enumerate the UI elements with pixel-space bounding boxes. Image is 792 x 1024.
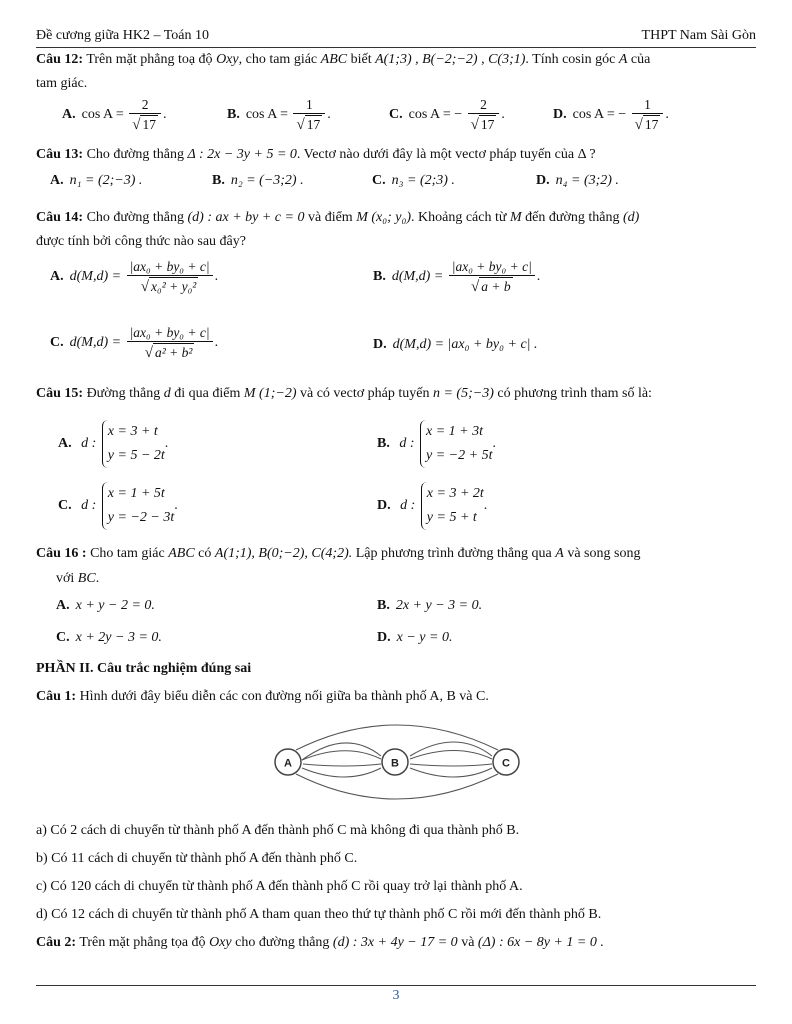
q14-option-a-num: |ax₀ + by₀ + c| bbox=[127, 258, 213, 276]
node-b bbox=[382, 749, 408, 775]
q12-option-d: D. cos A = − $\frac{1}{√ 17}$ . bbox=[553, 97, 669, 133]
q12-option-a-key: A. bbox=[62, 107, 76, 123]
q14-text4: đến đường thẳng bbox=[525, 210, 620, 225]
road-ab-3 bbox=[303, 764, 381, 766]
q15-option-d-pre: d : bbox=[400, 498, 416, 514]
p2q1-statement-d: d) Có 12 cách di chuyển từ thành phố A tham quan theo thứ tự thành phố C rồi mới đến thành phố B. bbox=[36, 907, 602, 922]
q12-option-a-den: 17 bbox=[142, 117, 156, 132]
header-divider bbox=[36, 47, 756, 48]
q12-text2: , cho tam giác bbox=[238, 52, 318, 67]
roads-diagram bbox=[260, 716, 530, 812]
node-a bbox=[275, 749, 301, 775]
p2q1-statement-b: b) Có 11 cách di chuyển từ thành phố A đến thành phố C. bbox=[36, 851, 358, 866]
q15-option-b-l2: y = −2 + 5t bbox=[426, 448, 493, 463]
q16-text5: với bbox=[56, 571, 75, 586]
node-b-label: B bbox=[391, 757, 399, 770]
q12-option-c-key: C. bbox=[389, 107, 403, 123]
q12-option-c-frac: $\frac{2}{√ 17}$ bbox=[468, 96, 500, 134]
q16-option-c-key: C. bbox=[56, 630, 70, 645]
q15-option-b-pre: d : bbox=[399, 436, 415, 452]
q15-option-a-l2: y = 5 − 2t bbox=[107, 448, 165, 463]
q13-option-c-key: C. bbox=[372, 173, 386, 188]
q14-option-c-key: C. bbox=[50, 335, 64, 351]
q14-line1 bbox=[36, 210, 639, 226]
q12-abc: ABC bbox=[320, 52, 348, 67]
q15-option-a: A. d : x = 3 + t y = 5 − 2t. bbox=[58, 420, 168, 468]
q16-option-a bbox=[56, 598, 155, 614]
q12-text1: Trên mặt phẳng toạ độ bbox=[86, 52, 213, 67]
q15-d: d bbox=[163, 386, 171, 401]
q15-option-a-pre: d : bbox=[81, 436, 97, 452]
q13-option-b-key: B. bbox=[212, 173, 225, 188]
q14-text2: và điểm bbox=[307, 210, 353, 225]
road-bc-4 bbox=[410, 768, 492, 777]
q14-option-c-frac: $\frac{\text{|ax₀ + by₀ + c|}}{\text{√ a² + b²}}$ bbox=[127, 324, 213, 362]
p2q2-label: Câu 2: bbox=[36, 935, 77, 950]
q15-text4: có phương trình tham số là: bbox=[497, 386, 652, 401]
q16-text2: có bbox=[198, 546, 212, 561]
q16-option-b bbox=[377, 598, 482, 614]
q12-option-b-frac: $\frac{1}{√ 17}$ bbox=[293, 96, 325, 134]
q15-line1 bbox=[36, 386, 652, 402]
q12-option-a-pre: cos A = bbox=[81, 107, 124, 123]
q12-text3: biết bbox=[350, 52, 372, 67]
q14-option-a-pre: d(M,d) = bbox=[69, 269, 122, 285]
q12-option-d-num: 1 bbox=[632, 96, 664, 114]
q12-option-a-frac: $\frac{2}{√ 17}$ bbox=[129, 96, 161, 134]
road-bc-2 bbox=[410, 751, 492, 760]
p2q1-line1 bbox=[36, 689, 489, 705]
q13-text2: . Vectơ nào dưới đây là một vectơ pháp tuyến của Δ ? bbox=[296, 147, 596, 162]
q14-option-c-pre: d(M,d) = bbox=[69, 335, 122, 351]
q12-option-c-pre: cos A = − bbox=[408, 107, 463, 123]
q14-line2: được tính bởi công thức nào sau đây? bbox=[36, 234, 246, 249]
q16-text6: . bbox=[95, 571, 100, 586]
q15-option-c-l1: x = 1 + 5t bbox=[107, 486, 165, 501]
q12-option-b-key: B. bbox=[227, 107, 240, 123]
page-number: 3 bbox=[392, 988, 400, 1003]
q16-option-c-val: x + 2y − 3 = 0. bbox=[75, 630, 162, 645]
q12-option-b-pre: cos A = bbox=[245, 107, 288, 123]
node-a-label: A bbox=[284, 757, 292, 770]
q16-option-d-key: D. bbox=[377, 630, 391, 645]
q13-option-a-val: n₁ = (2;−3) . bbox=[69, 173, 143, 188]
q16-option-b-val: 2x + y − 3 = 0. bbox=[395, 598, 483, 613]
q13-option-c-val: n₃ = (2;3) . bbox=[391, 173, 455, 188]
q14-option-b-frac: $\frac{\text{|ax₀ + by₀ + c|}}{√ a + b}$ bbox=[449, 258, 535, 296]
q13-option-d-key: D. bbox=[536, 173, 550, 188]
q13-option-d-val: n₄ = (3;2) . bbox=[555, 173, 619, 188]
page-header bbox=[36, 28, 756, 48]
q12-option-d-key: D. bbox=[553, 107, 567, 123]
q16-option-a-val: x + y − 2 = 0. bbox=[75, 598, 155, 613]
q16-bc: BC bbox=[77, 571, 96, 586]
q14-option-a-den: x₀² + y₀² bbox=[151, 279, 197, 294]
q15-option-c-system bbox=[102, 482, 174, 530]
q16-line2 bbox=[56, 571, 99, 587]
q12-points: A(1;3) , B(−2;−2) , C(3;1) bbox=[375, 52, 526, 67]
q15-option-d: D. d : x = 3 + 2t y = 5 + t. bbox=[377, 482, 487, 530]
q15-vector: n = (5;−3) bbox=[432, 386, 494, 401]
q13-option-a bbox=[50, 173, 142, 189]
q14-option-c-num: |ax₀ + by₀ + c| bbox=[127, 324, 213, 342]
q14-option-d-key: D. bbox=[373, 337, 387, 352]
q14-option-b-num: |ax₀ + by₀ + c| bbox=[449, 258, 535, 276]
q16-line1 bbox=[36, 546, 640, 562]
q14-line-eq: (d) : ax + by + c = 0 bbox=[187, 210, 305, 225]
q12-option-d-frac: $\frac{1}{√ 17}$ bbox=[632, 96, 664, 134]
q14-text1: Cho đường thẳng bbox=[86, 210, 184, 225]
q15-option-c: C. d : x = 1 + 5t y = −2 − 3t. bbox=[58, 482, 178, 530]
q14-m: M bbox=[509, 210, 522, 225]
q13-option-b-val: n₂ = (−3;2) . bbox=[230, 173, 304, 188]
q15-option-b: B. d : x = 1 + 3t y = −2 + 5t. bbox=[377, 420, 496, 468]
p2q2-oxy: Oxy bbox=[209, 935, 232, 950]
q15-option-a-system bbox=[102, 420, 165, 468]
q13-line-eq: Δ : 2x − 3y + 5 = 0 bbox=[187, 147, 297, 162]
q12-option-b-num: 1 bbox=[293, 96, 325, 114]
q16-label: Câu 16 : bbox=[36, 546, 87, 561]
q15-option-b-l1: x = 1 + 3t bbox=[426, 424, 484, 439]
q16-option-a-key: A. bbox=[56, 598, 70, 613]
q14-d: (d) bbox=[622, 210, 640, 225]
q16-option-d bbox=[377, 630, 452, 646]
road-ab-1 bbox=[302, 743, 381, 760]
q14-option-d-val: d(M,d) = |ax₀ + by₀ + c| . bbox=[392, 337, 538, 352]
q15-option-d-l1: x = 3 + 2t bbox=[426, 486, 484, 501]
p2q1-statement-a: a) Có 2 cách di chuyển từ thành phố A đến thành phố C mà không đi qua thành phố B. bbox=[36, 823, 520, 838]
q15-point: M (1;−2) bbox=[243, 386, 297, 401]
p2q1-text: Hình dưới đây biểu diễn các con đường nối giữa ba thành phố A, B và C. bbox=[79, 689, 489, 704]
p2q2-text1: Trên mặt phẳng tọa độ bbox=[79, 935, 206, 950]
q12-option-d-den: 17 bbox=[644, 117, 659, 132]
q16-a: A bbox=[555, 546, 564, 561]
q15-option-a-key: A. bbox=[58, 436, 72, 452]
q16-abc: ABC bbox=[168, 546, 195, 561]
q13-line1 bbox=[36, 147, 596, 163]
q15-text1: Đường thẳng bbox=[86, 386, 161, 401]
q16-option-d-val: x − y = 0. bbox=[396, 630, 453, 645]
q16-text4: và song song bbox=[567, 546, 641, 561]
q14-option-d bbox=[373, 337, 538, 353]
q12-option-c-den: 17 bbox=[480, 117, 495, 132]
q12-angle: A bbox=[618, 52, 628, 67]
node-c-label: C bbox=[502, 757, 510, 770]
p2q1-statement-c: c) Có 120 cách di chuyển từ thành phố A đến thành phố C rồi quay trở lại thành phố A. bbox=[36, 879, 523, 894]
p2q2-text3: và bbox=[461, 935, 475, 950]
q15-option-b-key: B. bbox=[377, 436, 390, 452]
road-ab-4 bbox=[302, 768, 381, 777]
q15-option-c-pre: d : bbox=[81, 498, 97, 514]
q13-text: Cho đường thẳng bbox=[86, 147, 184, 162]
q12-option-b: B. cos A = $\frac{1}{√ 17}$ . bbox=[227, 97, 331, 133]
node-c bbox=[493, 749, 519, 775]
q13-option-b bbox=[212, 173, 304, 189]
road-ac-2 bbox=[296, 774, 498, 799]
q15-option-b-system bbox=[420, 420, 492, 468]
q16-option-b-key: B. bbox=[377, 598, 390, 613]
q12-oxy: Oxy bbox=[216, 52, 239, 67]
q15-option-d-system bbox=[421, 482, 484, 530]
road-bc-3 bbox=[410, 764, 492, 766]
part2-title: PHẦN II. Câu trắc nghiệm đúng sai bbox=[36, 661, 252, 676]
q14-option-b-pre: d(M,d) = bbox=[391, 269, 444, 285]
q12-line2: tam giác. bbox=[36, 76, 88, 91]
q12-text4: . Tính cosin góc bbox=[525, 52, 616, 67]
p2q2-line2-eq: (Δ) : 6x − 8y + 1 = 0 . bbox=[477, 935, 604, 950]
header-right: THPT Nam Sài Gòn bbox=[641, 28, 756, 43]
q13-option-a-key: A. bbox=[50, 173, 64, 188]
q15-option-c-l2: y = −2 − 3t bbox=[107, 510, 175, 525]
p2q1-label: Câu 1: bbox=[36, 689, 77, 704]
q13-option-d bbox=[536, 173, 619, 189]
p2q2-line1 bbox=[36, 935, 604, 951]
q15-option-c-key: C. bbox=[58, 498, 72, 514]
q15-label: Câu 15: bbox=[36, 386, 84, 401]
q12-text5: của bbox=[630, 52, 651, 67]
q14-option-c: C. d(M,d) = $\frac{\text{|ax₀ + by₀ + c|}}{\text{√ a² + b²}}$ . bbox=[50, 325, 219, 361]
q14-option-a-frac: $\frac{\text{|ax₀ + by₀ + c|}}{\text{√ x₀² + y₀²}}$ bbox=[127, 258, 213, 296]
header-left: Đề cương giữa HK2 – Toán 10 bbox=[36, 28, 209, 43]
q15-option-d-key: D. bbox=[377, 498, 391, 514]
q14-point: M (x₀; y₀) bbox=[356, 210, 412, 225]
q14-option-a-key: A. bbox=[50, 269, 64, 285]
q12-option-c: C. cos A = − $\frac{2}{√ 17}$ . bbox=[389, 97, 505, 133]
q16-points: A(1;1), B(0;−2), C(4;2). bbox=[214, 546, 353, 561]
q14-option-a: A. d(M,d) = $\frac{\text{|ax₀ + by₀ + c|}}{\text{√ x₀² + y₀²}}$ . bbox=[50, 259, 219, 295]
q12-option-b-den: 17 bbox=[306, 117, 321, 132]
q16-option-c bbox=[56, 630, 162, 646]
footer-divider bbox=[36, 985, 756, 986]
p2q2-text2: cho đường thẳng bbox=[235, 935, 330, 950]
q13-option-c bbox=[372, 173, 455, 189]
q12-option-c-num: 2 bbox=[468, 96, 500, 114]
q15-option-d-l2: y = 5 + t bbox=[426, 510, 477, 525]
q12-option-a: A. cos A = $\frac{2}{√ 17}$ . bbox=[62, 97, 167, 133]
q14-label: Câu 14: bbox=[36, 210, 84, 225]
q15-text2: đi qua điểm bbox=[174, 386, 241, 401]
q16-text1: Cho tam giác bbox=[90, 546, 165, 561]
q14-option-c-den: a² + b² bbox=[154, 345, 193, 360]
p2q2-line1-eq: (d) : 3x + 4y − 17 = 0 bbox=[332, 935, 458, 950]
q12-option-d-pre: cos A = − bbox=[572, 107, 627, 123]
q15-option-a-l1: x = 3 + t bbox=[107, 424, 158, 439]
q15-text3: và có vectơ pháp tuyến bbox=[300, 386, 430, 401]
q16-text3: Lập phương trình đường thẳng qua bbox=[355, 546, 552, 561]
q12-label: Câu 12: bbox=[36, 52, 84, 67]
q14-option-b-den: a + b bbox=[481, 279, 511, 294]
q13-label: Câu 13: bbox=[36, 147, 84, 162]
q14-text3: . Khoảng cách từ bbox=[411, 210, 507, 225]
q12-option-a-num: 2 bbox=[129, 96, 161, 114]
q12-line1 bbox=[36, 52, 650, 68]
q14-option-b: B. d(M,d) = $\frac{\text{|ax₀ + by₀ + c|}}{√ a + b}$ . bbox=[373, 259, 541, 295]
q14-option-b-key: B. bbox=[373, 269, 386, 285]
